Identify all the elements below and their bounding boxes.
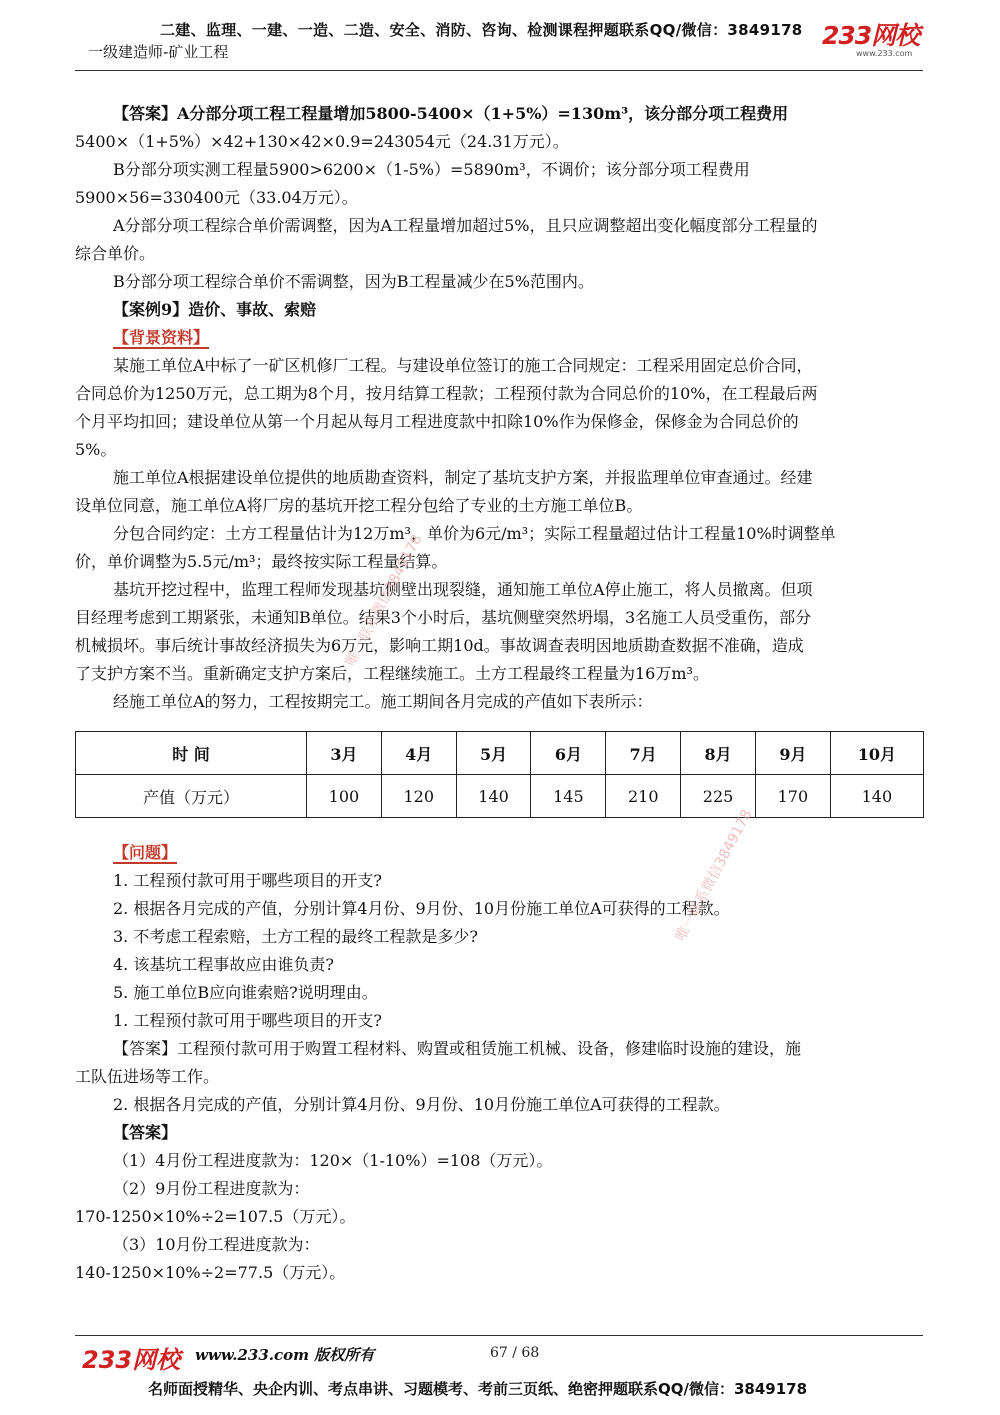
table-header-cell: 4月 bbox=[381, 732, 456, 775]
page-number: 67 / 68 bbox=[490, 1345, 540, 1361]
question-item: 3. 不考虑工程索赔，土方工程的最终工程款是多少? bbox=[113, 927, 478, 946]
answer-line: 5400×（1+5%）×42+130×42×0.9=243054元（24.31万元）。 bbox=[75, 132, 569, 151]
table-cell: 120 bbox=[381, 775, 456, 818]
answer-line: （1）4月份工程进度款为：120×（1-10%）=108（万元）。 bbox=[113, 1151, 553, 1170]
table-header-label: 时 间 bbox=[76, 732, 307, 775]
case-title: 【案例9】造价、事故、索赔 bbox=[113, 300, 317, 319]
table-header-cell: 8月 bbox=[681, 732, 756, 775]
footer-site: www.233.com 版权所有 bbox=[195, 1346, 375, 1364]
watermark: 唯一联系微信3849178 bbox=[672, 807, 756, 944]
answer-line: （2）9月份工程进度款为： bbox=[113, 1179, 310, 1198]
table-header-cell: 7月 bbox=[606, 732, 681, 775]
paragraph-line: 经施工单位A的努力，工程按期完工。施工期间各月完成的产值如下表所示： bbox=[113, 692, 653, 711]
answer-line: 综合单价。 bbox=[75, 244, 156, 263]
header-logo-text: 233网校 bbox=[822, 21, 920, 50]
watermark: 唯一联系微信3849178 bbox=[342, 532, 426, 669]
question-item: 5. 施工单位B应向谁索赔?说明理由。 bbox=[113, 983, 378, 1002]
table-header-cell: 10月 bbox=[830, 732, 923, 775]
paragraph-line: 5%。 bbox=[75, 440, 117, 459]
answer-line: B分部分项工程综合单价不需调整，因为B工程量减少在5%范围内。 bbox=[113, 272, 594, 291]
paragraph-line: 分包合同约定：土方工程量估计为12万m³，单价为6元/m³；实际工程量超过估计工程量10%时调整单 bbox=[113, 524, 836, 543]
table-cell: 170 bbox=[755, 775, 830, 818]
background-heading: 【背景资料】 bbox=[113, 328, 210, 347]
table-cell: 210 bbox=[606, 775, 681, 818]
paragraph-line: 目经理考虑到工期紧张，未通知B单位。结果3个小时后，基坑侧壁突然坍塌，3名施工人员受重伤，部分 bbox=[75, 608, 812, 627]
output-table bbox=[75, 731, 924, 818]
question-repeat: 2. 根据各月完成的产值，分别计算4月份、9月份、10月份施工单位A可获得的工程款。 bbox=[113, 1095, 730, 1114]
answer-line: 【答案】工程预付款可用于购置工程材料、购置或租赁施工机械、设备，修建临时设施的建设，施 bbox=[113, 1039, 802, 1058]
table-header-cell: 3月 bbox=[307, 732, 382, 775]
header-promo: 二建、监理、一建、一造、二造、安全、消防、咨询、检测课程押题联系QQ/微信：3849178 bbox=[160, 21, 803, 39]
paragraph-line: 价，单价调整为5.5元/m³；最终按实际工程量结算。 bbox=[75, 552, 448, 571]
answer-line: 5900×56=330400元（33.04万元）。 bbox=[75, 188, 358, 207]
paragraph-line: 个月平均扣回；建设单位从第一个月起从每月工程进度款中扣除10%作为保修金，保修金为合同总价的 bbox=[75, 412, 799, 431]
answer-line: 工队伍进场等工作。 bbox=[75, 1067, 220, 1086]
table-header-row bbox=[76, 732, 924, 775]
answer-line: B分部分项实测工程量5900>6200×（1-5%）=5890m³，不调价；该分部分项工程费用 bbox=[113, 160, 750, 179]
footer-promo: 名师面授精华、央企内训、考点串讲、习题模考、考前三页纸、绝密押题联系QQ/微信：3849178 bbox=[148, 1380, 808, 1398]
header-divider bbox=[75, 70, 923, 71]
table-cell: 100 bbox=[307, 775, 382, 818]
question-repeat: 1. 工程预付款可用于哪些项目的开支? bbox=[113, 1011, 382, 1030]
paragraph-line: 设单位同意，施工单位A将厂房的基坑开挖工程分包给了专业的土方施工单位B。 bbox=[75, 496, 643, 515]
questions-heading: 【问题】 bbox=[113, 843, 178, 862]
answer-line: 【答案】A分部分项工程工程量增加5800-5400×（1+5%）=130m³，该分部分项工程费用 bbox=[113, 104, 789, 123]
question-item: 4. 该基坑工程事故应由谁负责? bbox=[113, 955, 334, 974]
table-cell: 140 bbox=[830, 775, 923, 818]
answer-line: （3）10月份工程进度款为： bbox=[113, 1235, 320, 1254]
paragraph-line: 了支护方案不当。重新确定支护方案后，工程继续施工。土方工程最终工程量为16万m³。 bbox=[75, 664, 709, 683]
paragraph-line: 机械损坏。事后统计事故经济损失为6万元，影响工期10d。事故调查表明因地质勘查数据不准确，造成 bbox=[75, 636, 804, 655]
question-item: 2. 根据各月完成的产值，分别计算4月份、9月份、10月份施工单位A可获得的工程款。 bbox=[113, 899, 730, 918]
table-header-cell: 6月 bbox=[531, 732, 606, 775]
paragraph-line: 施工单位A根据建设单位提供的地质勘查资料，制定了基坑支护方案，并报监理单位审查通过。经建 bbox=[113, 468, 813, 487]
table-cell: 225 bbox=[681, 775, 756, 818]
footer-divider bbox=[75, 1335, 923, 1336]
table-cell: 145 bbox=[531, 775, 606, 818]
answer-line: A分部分项工程综合单价需调整，因为A工程量增加超过5%，且只应调整超出变化幅度部分工程量的 bbox=[113, 216, 818, 235]
answer-heading: 【答案】 bbox=[113, 1123, 178, 1142]
paragraph-line: 基坑开挖过程中，监理工程师发现基坑侧壁出现裂缝，通知施工单位A停止施工，将人员撤离。但项 bbox=[113, 580, 813, 599]
question-item: 1. 工程预付款可用于哪些项目的开支? bbox=[113, 871, 382, 890]
table-header-cell: 5月 bbox=[456, 732, 531, 775]
table-cell: 140 bbox=[456, 775, 531, 818]
table-row-label: 产值（万元） bbox=[76, 775, 307, 818]
paragraph-line: 某施工单位A中标了一矿区机修厂工程。与建设单位签订的施工合同规定：工程采用固定总价合同， bbox=[113, 356, 813, 375]
answer-line: 140-1250×10%÷2=77.5（万元）。 bbox=[75, 1263, 346, 1282]
footer-logo[interactable]: 233网校 bbox=[82, 1346, 181, 1374]
header-logo-url: www.233.com bbox=[856, 49, 913, 58]
table-row bbox=[76, 775, 924, 818]
header-subtitle: 一级建造师-矿业工程 bbox=[88, 43, 229, 61]
answer-line: 170-1250×10%÷2=107.5（万元）。 bbox=[75, 1207, 356, 1226]
table-header-cell: 9月 bbox=[755, 732, 830, 775]
header-logo[interactable] bbox=[822, 21, 922, 58]
paragraph-line: 合同总价为1250万元，总工期为8个月，按月结算工程款；工程预付款为合同总价的10%，在工程最后两 bbox=[75, 384, 818, 403]
